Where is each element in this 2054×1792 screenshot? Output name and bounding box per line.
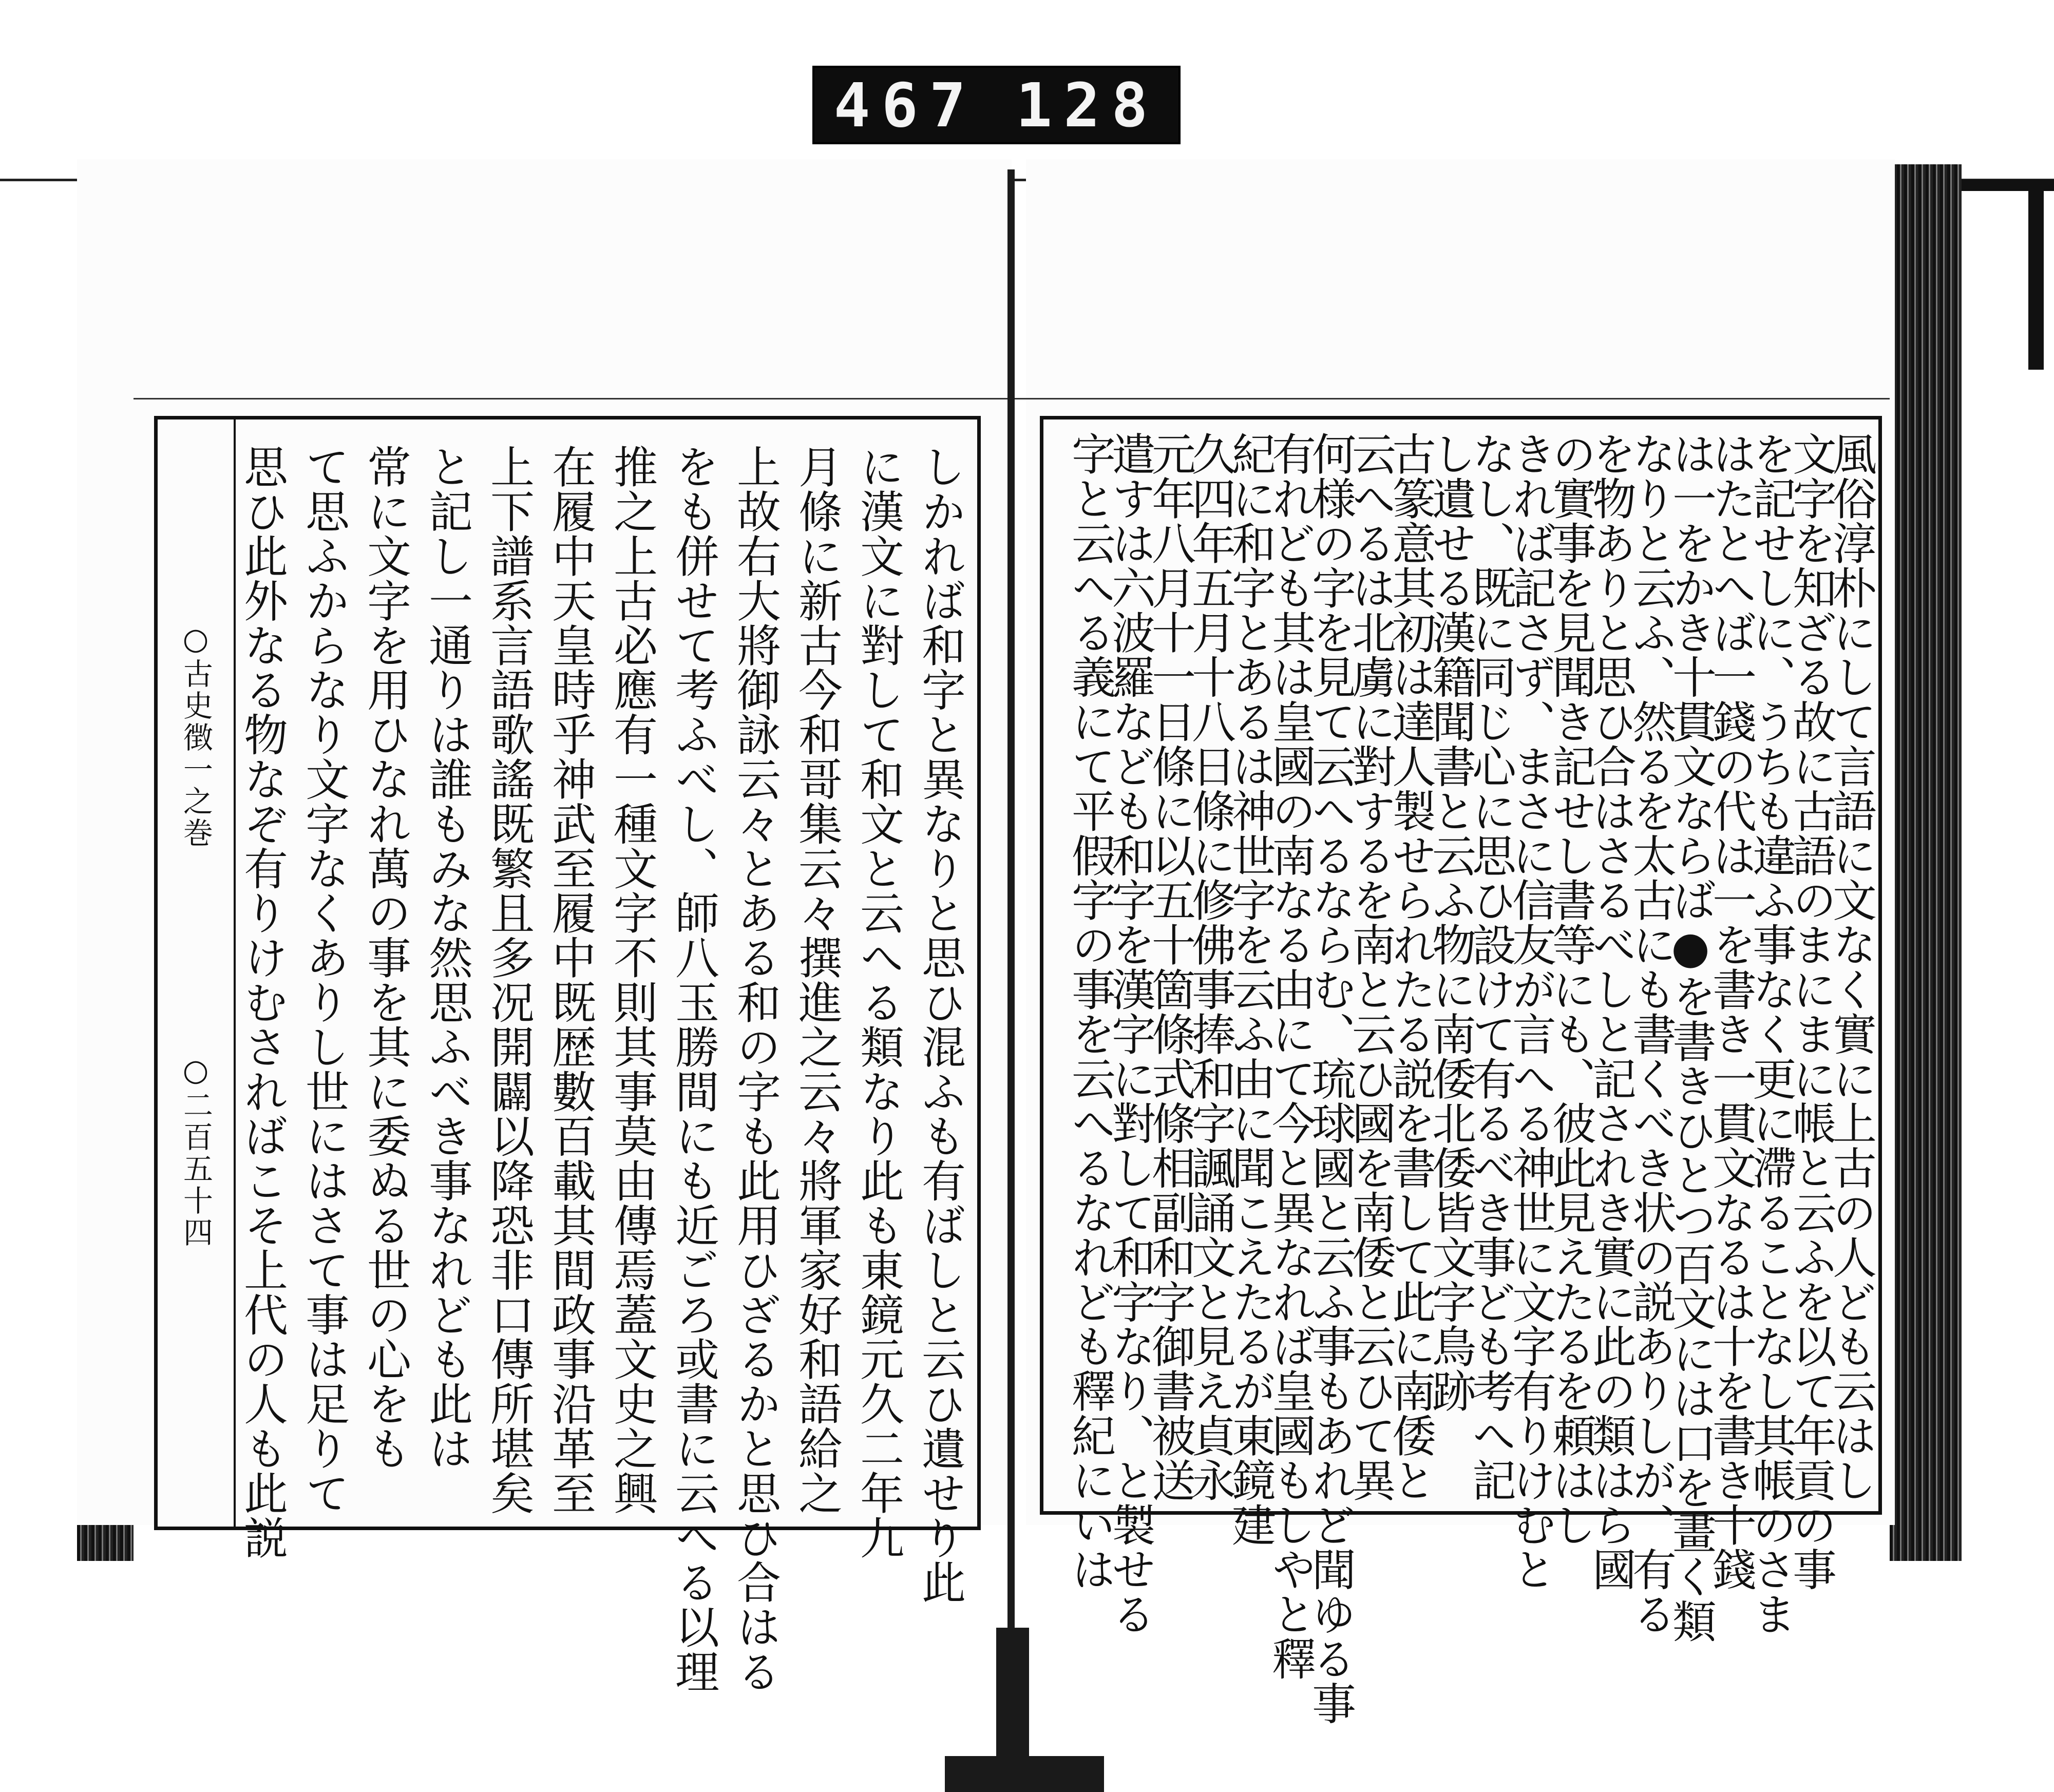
left-column-7: 在履中天皇時乎神武至履中既歴數百載其間政事沿革至 (544, 444, 596, 1515)
left-column-1: しかれば和字と異なりと思ひ混ふも有ばしと云ひ遺せり此 (914, 444, 965, 1605)
right-column-11: し遺せる漢籍聞書と云ふ物に南倭北倭皆文字鳥跡 (1424, 431, 1476, 1413)
right-column-19: 遣すは六波羅なども和字を漢字に對して和字なり、と製せる (1104, 431, 1155, 1636)
right-column-18: 元年八月十一日條に以五十箇條式條相副和字御書被送 (1144, 431, 1195, 1502)
left-column-2: に漢文に對して和文と云へる類なり此も東鏡元久二年九 (852, 444, 904, 1560)
left-column-5: をも併せて考ふべし、師八玉勝間にも近ごろ或書に云へる以理 (668, 444, 719, 1694)
right-column-2: 文字を知ざる故に古語のまにまに帳と云ふを以て年貢の事 (1785, 431, 1836, 1592)
right-column-5: は一をかき十貫文ならば●を書きひとつ百文には口を畫く類 (1665, 431, 1716, 1644)
right-column-12: 古篆意其初は達人製せられたる説を書して此に南倭と (1384, 431, 1436, 1502)
book-spine (1007, 169, 1015, 1792)
right-column-7: を物ありと思ひ合はさるべしと記されき實に此の類はら國 (1585, 431, 1636, 1592)
right-column-13: 云へるは北虜に對するを南と云ひ國を南倭と云ひて異 (1344, 431, 1396, 1502)
right-column-9: きれば記さず、まさに信友が言へる神世に文字有りけむと (1505, 431, 1556, 1592)
left-column-3: 月條に新古今和哥集云々撰進之云々將軍家好和語給之 (791, 444, 842, 1515)
right-column-6: なりと云ふ、然るを太古にも書くべき状の説ありしが、有る (1625, 431, 1676, 1636)
margin-page-number: ○二百五十四 (178, 1053, 213, 1249)
left-column-11: て思ふからなり文字なくありし世にはさて事は足りて (298, 444, 349, 1515)
left-column-10: 常に文字を用ひなれ萬の事を其に委ぬる世の心をも (359, 444, 411, 1471)
book-stand-base (945, 1756, 1104, 1792)
image-counter-label (812, 66, 1181, 144)
right-column-16: 紀に和字とあるは神世字を云ふ由に聞こえたるが東鏡建 (1224, 431, 1276, 1547)
right-column-17: 久四年五月十八日條に修佛事捧和字諷誦文と見え貞永 (1184, 431, 1235, 1502)
margin-divider (234, 420, 236, 1527)
left-column-8: 上下譜系言語歌謠既繁且多况開闢以降恐非口傳所堪矣 (483, 444, 534, 1515)
right-page-edge (1890, 164, 1962, 1561)
right-column-4: はたとへば一錢の代は一を書き一貫文なるは十を書き十錢 (1705, 431, 1756, 1592)
right-column-15: 有れども其は皇國の南なる由にて今と異なれば皇國もしやと釋 (1264, 431, 1316, 1681)
margin-title: ○古史徴一之巻 (178, 621, 213, 849)
left-column-6: 推之上古必應有一種文字不則其事莫由傳焉蓋文史之興 (606, 444, 657, 1515)
right-edge-tab-vertical (2028, 180, 2044, 370)
right-column-8: の實事を見聞き記せし書等にも、彼此見えたるを頼はし (1545, 431, 1596, 1547)
right-column-1: 風俗淳朴にして言語に文なく實に上古の人ども云はし (1825, 431, 1876, 1502)
left-column-9: と記し一通りは誰もみな然思ふべき事なれども此は (421, 444, 472, 1471)
right-column-14: 何様の字を見て云へるならむ、琉球國と云ふ事もあれど聞ゆる事 (1304, 431, 1356, 1726)
counter-right-number: 128 (1016, 69, 1159, 141)
right-column-3: を記せしに、うちも違ふ事なく更に滯ることなし其帳のさま (1745, 431, 1796, 1636)
left-column-12: 思ひ此外なる物なぞ有りけむさればこそ上代の人も此説 (236, 444, 288, 1560)
counter-left-number: 467 (833, 69, 977, 141)
left-column-4: 上故右大將御詠云々とある和の字も此用ひざるかと思ひ合はる (729, 444, 781, 1694)
right-column-10: なし、既に同じ心に思ひ設けて有るべき事ども考へ記 (1465, 431, 1516, 1502)
right-column-20: 字と云へる義にて平假字の事を云へるなれども釋紀にいは (1064, 431, 1115, 1592)
